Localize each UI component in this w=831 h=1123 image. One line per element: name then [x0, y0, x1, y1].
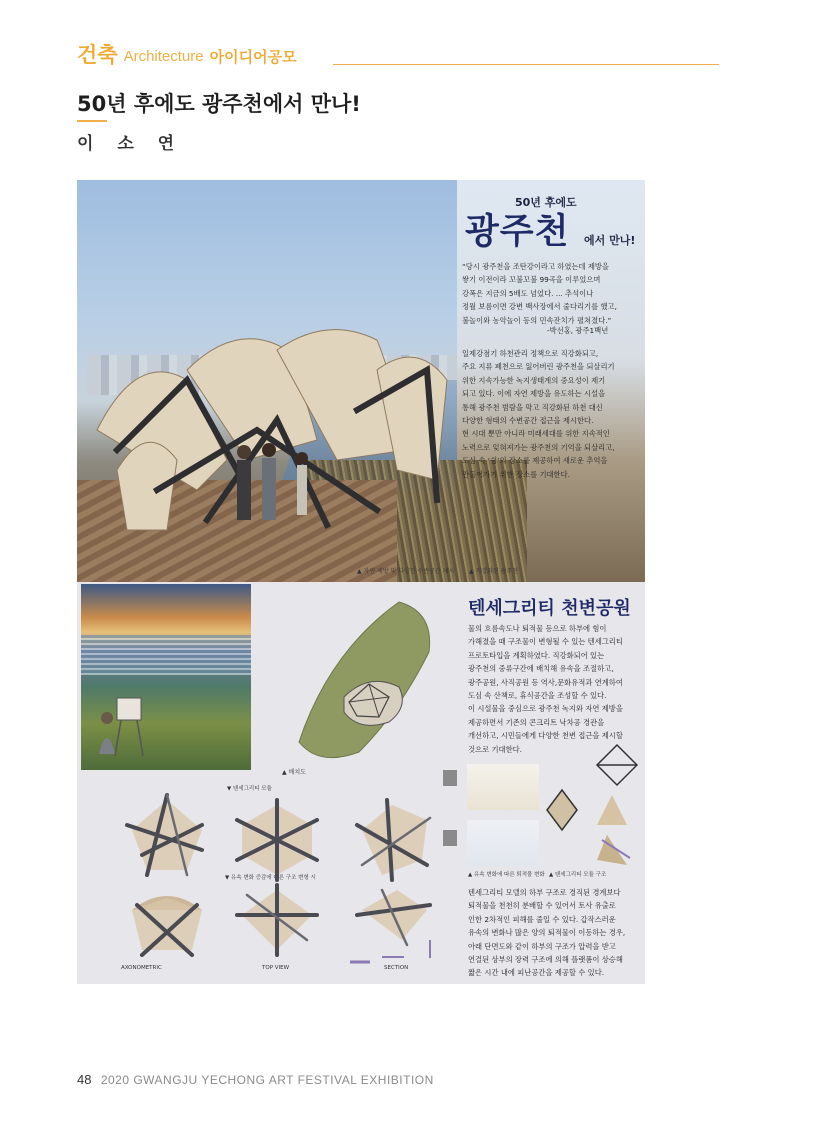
caption-rendering: ▲ 자연 제방 및 다양한 수변공간 제시 [357, 568, 455, 575]
tensegrity-model-2 [237, 800, 317, 880]
poster-title-suffix: 에서 만나! [584, 234, 636, 247]
body-line: 위한 지속가능한 녹지생태계의 중요성이 제기 [462, 375, 606, 385]
article-title: 50년 후에도 광주천에서 만나! [77, 92, 361, 116]
body-line: 통해 광주천 범람을 막고 직강화된 하천 대신 [462, 402, 603, 412]
poster-big-title: 광주천 [465, 212, 570, 252]
body-line: 광주천의 중류구간에 배치해 유속을 조절하고, [468, 664, 614, 674]
body-line: 제공하면서 기존의 콘크리트 낙차공 경관을 [468, 717, 605, 727]
body-line: 것으로 기대한다. [468, 744, 522, 754]
body-line: 현 시대 뿐만 아니라 미래세대를 위한 지속적인 [462, 429, 610, 439]
body-line: 아래 단면도와 같이 하부의 구조가 압력을 받고 [468, 941, 616, 951]
caption-site-plan: ▲ 배치도 [282, 769, 306, 776]
body-line: 인한 2차적인 피해를 줄일 수 있다. 갑작스러운 [468, 914, 616, 924]
sediment-swatch-1 [443, 770, 457, 786]
caption-structure-change: ▼ 유속 변화 증감에 따른 구조 변형 시 [225, 875, 316, 881]
tensegrity-section-title: 텐세그리티 천변공원 [468, 598, 631, 619]
body-line: 광주공원, 사직공원 등 역사,문화유적과 연계하여 [468, 677, 623, 687]
painter-figure-illustration [97, 690, 157, 760]
page-number: 48 [77, 1072, 92, 1087]
category-label: 건축 [77, 43, 118, 67]
quote-block [462, 260, 642, 327]
body-line: 이 시설물을 중심으로 광주천 녹지와 자연 제방을 [468, 704, 623, 714]
tensegrity-paragraph-2 [468, 886, 643, 980]
site-plan-illustration [289, 592, 439, 762]
category-english-label: Architecture [123, 48, 204, 65]
caption-tensegrity-model: ▼ 텐세그리티 모듈 [227, 786, 272, 792]
body-line: 일제강점기 하천관리 정책으로 직강화되고, [462, 349, 599, 358]
header-rule [333, 64, 719, 65]
intro-paragraph [462, 347, 642, 481]
tensegrity-model-1 [127, 795, 202, 875]
sediment-swatch-2 [443, 830, 457, 846]
quote-line: “당시 광주천을 조탄강이라고 하였는데 제방을 [462, 262, 609, 271]
event-name: 2020 GWANGJU YECHONG ART FESTIVAL EXHIBITION [100, 1073, 434, 1087]
body-line: 만들어가기 위한 장소를 기대한다. [462, 469, 570, 479]
label-top-view: TOP VIEW [262, 965, 290, 971]
caption-module-structure: ▲ 텐세그리티 모듈 구조 [549, 872, 607, 878]
caption-river-photo: ▲ 직강화된 광주천 [469, 568, 519, 575]
sediment-diagram-2 [467, 820, 539, 866]
tensegrity-deformed-1 [132, 896, 202, 955]
body-line: 짧은 시간 내에 피난공간을 제공할 수 있다. [468, 968, 605, 978]
body-line: 노력으로 잊혀져가는 광주천의 기억을 되살리고, [462, 442, 615, 452]
body-line: 유속의 변화나 많은 양의 퇴적물이 이동하는 경우, [468, 928, 626, 938]
tensegrity-deformed-3 [350, 890, 430, 962]
tensegrity-model-3 [357, 800, 430, 880]
body-line: 주요 지류 폐천으로 잃어버린 광주천을 되살리기 [462, 362, 615, 372]
subcategory-label: 아이디어공모 [209, 48, 297, 66]
tensegrity-deformed-2 [237, 885, 317, 955]
body-line: 도심 속 ‘쉼’의 장소를 제공하여 새로운 추억을 [462, 456, 608, 466]
pavilion-canopy-illustration [77, 310, 457, 540]
body-line: 되고 있다. 이에 자연 제방을 유도하는 시설을 [462, 389, 606, 399]
label-axonometric: AXONOMETRIC [121, 965, 162, 971]
quote-line: 강폭은 지금의 5배도 넘었다. ... 추석이나 [462, 288, 594, 298]
quote-line: 쌓기 이전이라 꼬불꼬불 99곡을 이루었으며 [462, 275, 601, 285]
quote-line: 불놀이와 농악놀이 등의 민속잔치가 펼쳐졌다.” [462, 315, 612, 325]
module-structure-diagram [542, 740, 642, 870]
page-footer [77, 1072, 434, 1087]
exhibition-panel [77, 180, 645, 984]
body-line: 가해졌을 때 구조물이 변형될 수 있는 텐세그리티 [468, 637, 623, 647]
poster-small-title: 50년 후에도 [515, 196, 577, 209]
quote-source: -박선홍, 광주1백년 [547, 326, 609, 335]
body-line: 개선하고, 시민들에게 다양한 천변 접근을 제시할 [468, 731, 623, 741]
body-line: 연결된 상부의 장력 구조에 의해 플랫폼이 상승해 [468, 955, 623, 965]
caption-sediment-change: ▲ 유속 변화에 따른 퇴적물 변화 [468, 872, 545, 878]
body-line: 물의 흐름속도나 퇴적물 등으로 하부에 힘이 [468, 624, 607, 633]
article-author: 이 소 연 [77, 134, 184, 154]
section-header [77, 38, 297, 68]
title-underline [77, 120, 107, 122]
painting-waves [81, 635, 251, 675]
body-line: 도심 속 산책로, 휴식공간을 조성할 수 있다. [468, 691, 607, 701]
tensegrity-paragraph [468, 622, 643, 756]
label-section: SECTION [384, 965, 409, 971]
tensegrity-diagrams [112, 790, 432, 970]
body-line: 텐세그리티 모델의 하부 구조로 경직된 경계보다 [468, 888, 621, 897]
body-line: 다양한 형태의 수변공간 접근을 제시한다. [462, 416, 594, 426]
quote-line: 정월 보름이면 강변 백사장에서 줄다리기를 했고, [462, 302, 617, 312]
sediment-diagram-1 [467, 764, 539, 810]
riverside-rendering [77, 180, 645, 582]
body-line: 퇴적물을 천천히 분배할 수 있어서 토사 유출로 [468, 901, 616, 911]
body-line: 프로토타입을 계획하였다. 직강화되어 있는 [468, 650, 605, 660]
